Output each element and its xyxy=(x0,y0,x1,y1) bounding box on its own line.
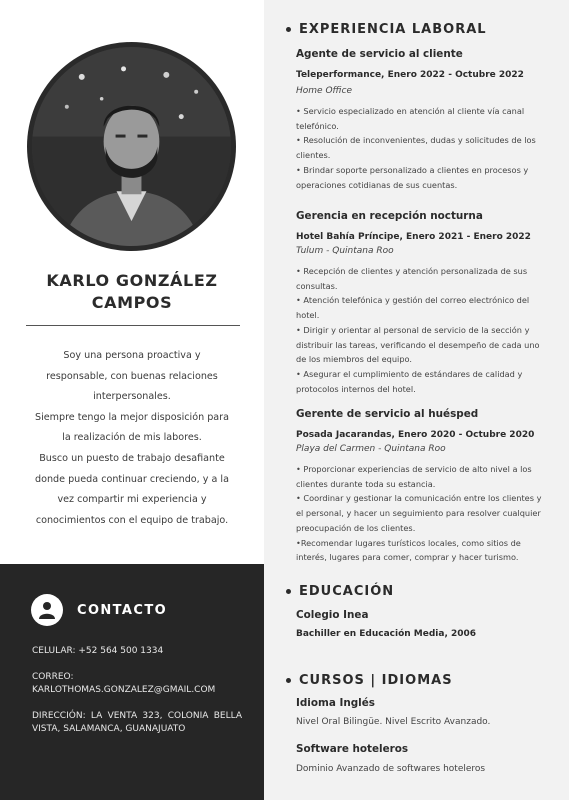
school-name: Colegio Inea xyxy=(296,609,369,621)
education-heading xyxy=(286,584,394,599)
bullet-dot-icon xyxy=(286,678,291,683)
duty-line: de los miembros del equipo. xyxy=(296,354,412,365)
contact-address: DIRECCIÓN: LA VENTA 323, COLONIA BELLA VISTA, SALAMANCA, GUANAJUATO xyxy=(32,711,242,734)
contact-phone: CELULAR: +52 564 500 1334 xyxy=(32,646,164,656)
profile-summary xyxy=(22,346,242,531)
duty-line: preocupación de los clientes. xyxy=(296,522,416,533)
experience-heading-text: EXPERIENCIA LABORAL xyxy=(299,22,487,37)
left-column xyxy=(0,0,264,800)
profile-photo-frame xyxy=(27,42,236,251)
job-organization: Posada Jacarandas, Enero 2020 - Octubre 2020 xyxy=(296,430,535,440)
job-title: Gerencia en recepción nocturna xyxy=(296,210,483,222)
duty-line: clientes. xyxy=(296,150,331,161)
course-title: Software hoteleros xyxy=(296,743,409,755)
job-duties xyxy=(296,462,548,565)
course-title: Idioma Inglés xyxy=(296,697,375,709)
contact-panel xyxy=(0,564,264,800)
courses-heading-text: CURSOS | IDIOMAS xyxy=(299,673,453,688)
duty-line: clientes durante toda su estancia. xyxy=(296,478,436,489)
duty-line: • Brindar soporte personalizado a clientes en procesos y xyxy=(296,164,529,175)
contact-header xyxy=(31,594,167,626)
job-title: Gerente de servicio al huésped xyxy=(296,408,479,420)
degree: Bachiller en Educación Media, 2006 xyxy=(296,629,477,639)
course-detail: Dominio Avanzado de softwares hoteleros xyxy=(296,764,486,774)
bullet-dot-icon xyxy=(286,27,291,32)
course-detail: Nivel Oral Bilingüe. Nivel Escrito Avanzado. xyxy=(296,717,491,727)
duty-line: consultas. xyxy=(296,280,338,291)
duty-line: interés, lugares para comer, comprar y hacer turismo. xyxy=(296,552,519,563)
duty-line: • Coordinar y gestionar la comunicación entre los clientes y xyxy=(296,493,542,504)
courses-heading xyxy=(286,673,453,688)
contact-email-label: CORREO: xyxy=(32,672,74,682)
education-heading-text: EDUCACIÓN xyxy=(299,584,395,599)
duty-line: • Proporcionar experiencias de servicio de alto nivel a los xyxy=(296,464,532,474)
bullet-dot-icon xyxy=(286,589,291,594)
duty-line: hotel. xyxy=(296,310,320,321)
duty-line: • Resolución de inconvenientes, dudas y solicitudes de los xyxy=(296,135,536,146)
job-location: Home Office xyxy=(296,86,353,96)
job-organization: Hotel Bahía Príncipe, Enero 2021 - Enero 2022 xyxy=(296,232,531,242)
job-title: Agente de servicio al cliente xyxy=(296,48,463,60)
duty-line: • Atención telefónica y gestión del correo electrónico del xyxy=(296,295,530,306)
duty-line: • Recepción de clientes y atención personalizada de sus xyxy=(296,266,528,276)
job-location: Playa del Carmen - Quintana Roo xyxy=(296,444,446,454)
summary-line: Siempre tengo la mejor disposición para xyxy=(34,411,229,423)
summary-line: responsable, con buenas relaciones xyxy=(46,370,218,382)
job-duties xyxy=(296,264,548,396)
right-column xyxy=(264,0,569,800)
summary-line: Busco un puesto de trabajo desafiante xyxy=(39,452,225,464)
duty-line: • Asegurar el cumplimiento de estándares de calidad y xyxy=(296,368,523,379)
experience-heading xyxy=(286,22,487,37)
profile-photo-illustration xyxy=(32,47,231,246)
summary-line: la realización de mis labores. xyxy=(62,432,202,444)
duty-line: distribuir las tareas, verificando el desempeño de cada uno xyxy=(296,339,540,350)
duty-line: protocolos internos del hotel. xyxy=(296,383,416,394)
profile-photo xyxy=(32,47,231,246)
name-divider xyxy=(26,325,240,326)
duty-line: • Servicio especializado en atención al cliente vía canal xyxy=(296,106,525,116)
contact-email[interactable]: KARLOTHOMAS.GONZALEZ@GMAIL.COM xyxy=(32,685,216,695)
duty-line: •Recomendar lugares turísticos locales, como sitios de xyxy=(296,537,521,548)
duty-line: operaciones cotidianas de sus cuentas. xyxy=(296,179,458,190)
job-organization: Teleperformance, Enero 2022 - Octubre 2022 xyxy=(296,70,524,80)
person-icon xyxy=(31,594,63,626)
summary-line: interpersonales. xyxy=(93,391,171,403)
candidate-name-line-2: CAMPOS xyxy=(91,293,173,312)
summary-line: Soy una persona proactiva y xyxy=(63,350,201,361)
duty-line: el personal, y hacer un seguimiento para resolver cualquier xyxy=(296,508,541,519)
summary-line: vez compartir mi experiencia y xyxy=(57,494,207,506)
summary-line: conocimientos con el equipo de trabajo. xyxy=(35,514,229,526)
duty-line: • Dirigir y orientar al personal de servicio de la sección y xyxy=(296,324,530,335)
duty-line: telefónico. xyxy=(296,120,339,131)
contact-email-block xyxy=(32,671,242,697)
contact-title: CONTACTO xyxy=(77,602,168,618)
summary-line: donde pueda continuar creciendo, y a la xyxy=(35,473,229,485)
job-duties xyxy=(296,104,548,192)
job-location: Tulum - Quintana Roo xyxy=(296,246,394,256)
candidate-name xyxy=(20,270,244,314)
candidate-name-line-1: KARLO GONZÁLEZ xyxy=(46,271,218,290)
